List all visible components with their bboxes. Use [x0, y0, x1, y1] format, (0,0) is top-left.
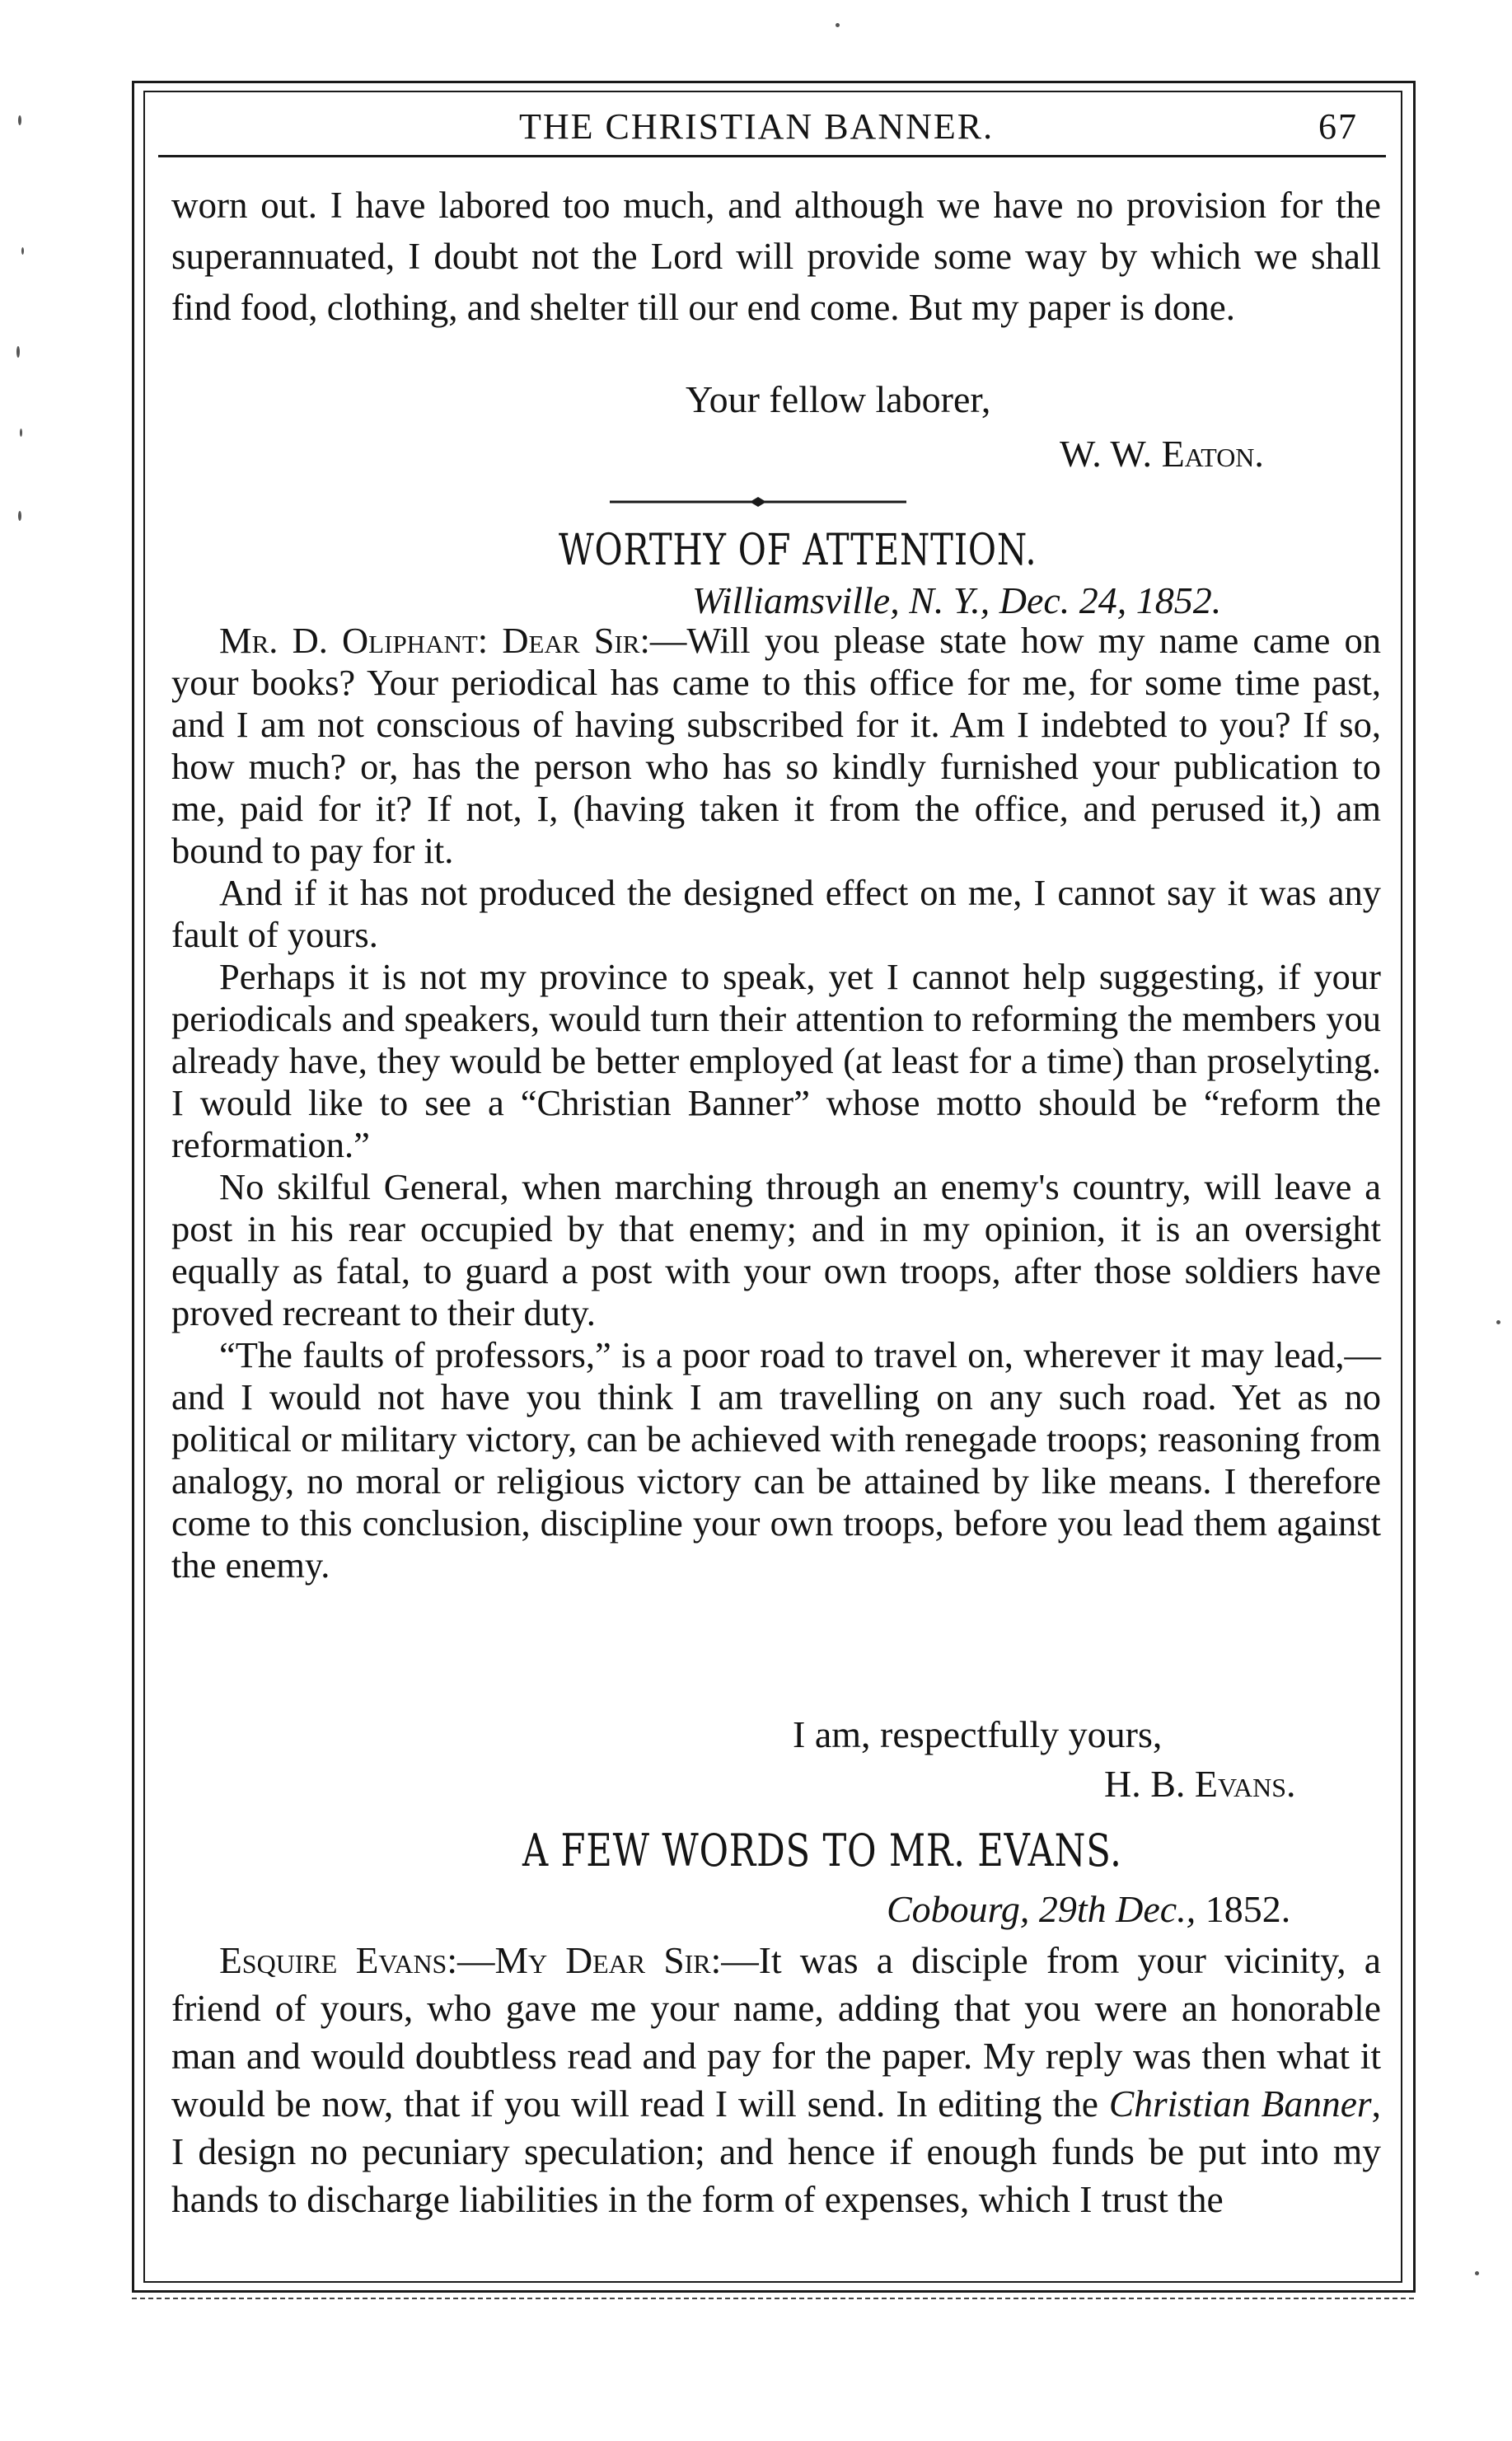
speckle	[1475, 2271, 1479, 2275]
section1-salutation-dear: Dear Sir:	[502, 620, 650, 661]
section1-salutation-name: Mr. D. Oliphant:	[219, 620, 489, 661]
section2-dateline-place: Cobourg,	[887, 1888, 1030, 1930]
section1-signature-initials: H. B.	[1104, 1763, 1186, 1805]
section1-paragraph-1	[171, 620, 1381, 872]
footer-rule	[132, 2298, 1414, 2299]
speckle	[836, 23, 840, 27]
section2-dateline-month: Dec.,	[1116, 1888, 1196, 1930]
section1-paragraph-3: Perhaps it is not my province to speak, yet I cannot help suggesting, if your periodicals and speakers, would turn their attention to reforming the members you already have, they would be better employed (at least for a time) than proselyting. I would like to see a “Christian Banner” whose motto should be “reform the reformation.”	[171, 956, 1381, 1165]
section2-dateline-day: 29th	[1038, 1888, 1107, 1930]
header-rule	[158, 155, 1386, 157]
section2-heading: A FEW WORDS TO MR. EVANS.	[522, 1825, 1122, 1876]
letter1-signature-surname: Eaton.	[1161, 433, 1264, 475]
letter1-closing: Your fellow laborer,	[686, 378, 991, 420]
section2-paragraph-1-text-b: , I design no pecuniary speculation; and hence if enough funds be put into my hands to discharge liabilities in the form of expenses, which I trust the	[171, 2083, 1381, 2220]
speckle	[18, 115, 21, 125]
section2-salutation-name: Esquire Evans:	[219, 1939, 457, 1981]
section1-closing: I am, respectfully yours,	[793, 1713, 1163, 1755]
letter1-body	[171, 180, 1381, 333]
section1-paragraph-4: No skilful General, when marching through an enemy's country, will leave a post in his rear occupied by that enemy; and in my opinion, it is an oversight equally as fatal, to guard a post with your own troops, after those soldiers have proved recreant to their duty.	[171, 1166, 1381, 1333]
page-header	[173, 101, 1368, 150]
section2-paragraph-1	[171, 1937, 1381, 2223]
speckle	[21, 247, 24, 255]
section2-dateline-year: 1852.	[1205, 1888, 1291, 1930]
speckle	[18, 511, 21, 521]
section2-paragraph-1-text-a: —It was a disciple from your vicinity, a friend of yours, who gave me your name, adding that you were an honorable man and would doubtless read and pay for the paper. My reply was then what it would be now, that if you will read I will send. In editing the	[171, 1939, 1381, 2125]
speckle	[16, 346, 20, 358]
letter1-signature-initials: W. W.	[1060, 433, 1153, 475]
section1-body	[171, 620, 1381, 1586]
letter1-signature	[1060, 432, 1264, 476]
speckle	[1496, 1320, 1500, 1324]
section1-heading: WORTHY OF ATTENTION.	[559, 526, 1037, 575]
letter1-paragraph: worn out. I have labored too much, and although we have no provision for the superannuated, I doubt not the Lord will provide some way by which we shall find food, clothing, and shelter till our end come. But my paper is done.	[171, 185, 1381, 328]
speckle	[20, 429, 22, 437]
section1-signature	[1104, 1762, 1296, 1806]
running-head: THE CHRISTIAN BANNER.	[519, 106, 995, 147]
section2-paper-title: Christian Banner	[1108, 2083, 1372, 2125]
section2-body	[171, 1937, 1381, 2223]
section1-paragraph-1-text: —Will you please state how my name came on your books? Your periodical has came to this office for me, for some time past, and I am not conscious of having subscribed for it. Am I indebted to you? If so, how much? or, has the person who has so kindly furnished your publication to me, paid for it? If not, I, (having taken it from the office, and perused it,) am bound to pay for it.	[171, 620, 1382, 871]
section1-paragraph-2: And if it has not produced the designed effect on me, I cannot say it was any fault of yours.	[171, 872, 1381, 955]
page-number: 67	[1318, 106, 1358, 147]
section1-dateline: Williamsville, N. Y., Dec. 24, 1852.	[692, 579, 1222, 621]
section-divider-ornament	[610, 497, 906, 507]
section2-salutation-dear: —My Dear Sir:	[457, 1939, 722, 1981]
section1-signature-surname: Evans.	[1194, 1763, 1296, 1805]
section1-paragraph-5: “The faults of professors,” is a poor road to travel on, wherever it may lead,—and I would not have you think I am travelling on any such road. Yet as no political or military victory, can be achieved with renegade troops; reasoning from analogy, no moral or religious victory can be attained by like means. I therefore come to this conclusion, discipline your own troops, before you lead them against the enemy.	[171, 1334, 1381, 1586]
section2-dateline	[887, 1887, 1290, 1931]
